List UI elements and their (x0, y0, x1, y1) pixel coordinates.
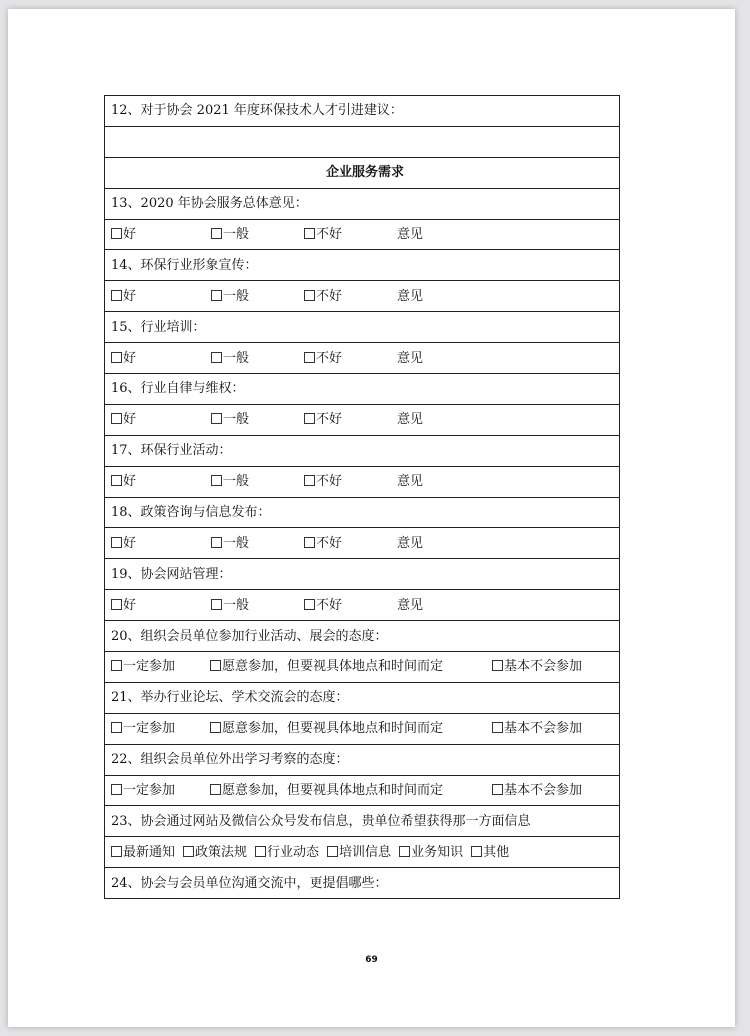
comment-label: 意见 (397, 412, 424, 428)
option-label: 一般 (223, 597, 250, 613)
checkbox[interactable] (304, 290, 315, 301)
option-2[interactable] (304, 290, 397, 303)
question-label: 19、协会网站管理： (105, 559, 620, 590)
option-2[interactable] (304, 352, 397, 365)
option-label: 不好 (316, 535, 343, 551)
option-label: 基本不会参加 (504, 783, 583, 799)
question-label: 22、组织会员单位外出学习考察的态度： (105, 744, 620, 775)
question-label: 23、协会通过网站及微信公众号发布信息，贵单位希望获得那一方面信息 (105, 806, 620, 837)
options-cell (105, 466, 620, 497)
option-1[interactable] (211, 290, 304, 303)
checkbox[interactable] (399, 846, 410, 857)
option-2[interactable] (492, 660, 582, 673)
attitude-options-row-21 (105, 713, 620, 744)
option-5[interactable] (471, 846, 509, 859)
option-label: 好 (123, 227, 137, 242)
question-label: 20、组织会员单位参加行业活动、展会的态度： (105, 621, 620, 652)
document-page (8, 9, 735, 1027)
rating-options-row-16 (105, 404, 620, 435)
info-options-row-23 (105, 837, 620, 868)
question-label: 21、举办行业论坛、学术交流会的态度： (105, 682, 620, 713)
checkbox[interactable] (327, 846, 338, 857)
option-2[interactable] (304, 413, 397, 426)
option-0[interactable] (111, 846, 175, 859)
option-label: 不好 (316, 412, 343, 428)
question-label: 16、行业自律与维权： (105, 374, 620, 405)
question-label: 17、环保行业活动： (105, 435, 620, 466)
options-cell (105, 343, 620, 374)
option-0[interactable] (111, 722, 210, 735)
options-cell (105, 652, 620, 683)
checkbox[interactable] (111, 290, 122, 301)
option-0[interactable] (111, 537, 211, 550)
option-0[interactable] (111, 475, 211, 488)
option-1[interactable] (210, 784, 492, 797)
option-label: 一定参加 (123, 783, 176, 799)
option-0[interactable] (111, 352, 211, 365)
option-0[interactable] (111, 660, 210, 673)
options-cell (105, 281, 620, 312)
options-cell (105, 775, 620, 806)
option-label: 好 (123, 535, 137, 551)
option-label: 政策法规 (195, 844, 248, 860)
comment-label: 意见 (397, 535, 424, 551)
option-1[interactable] (211, 413, 304, 426)
checkbox[interactable] (210, 722, 221, 733)
question-label: 15、行业培训： (105, 312, 620, 343)
option-label: 最新通知 (123, 844, 176, 860)
comment-label: 意见 (397, 350, 424, 366)
checkbox[interactable] (111, 784, 122, 795)
checkbox[interactable] (111, 599, 122, 610)
checkbox[interactable] (211, 228, 222, 239)
checkbox[interactable] (111, 475, 122, 486)
option-0[interactable] (111, 228, 211, 241)
rating-options-row-17 (105, 466, 620, 497)
checkbox[interactable] (111, 352, 122, 363)
checkbox[interactable] (210, 660, 221, 671)
checkbox[interactable] (304, 413, 315, 424)
rating-options-row-13 (105, 219, 620, 250)
option-label: 一般 (223, 227, 250, 242)
option-label: 一定参加 (123, 721, 176, 737)
option-label: 好 (123, 474, 137, 490)
comment-label: 意见 (397, 474, 424, 490)
option-label: 愿意参加，但要视具体地点和时间而定 (222, 783, 444, 799)
question-row-15 (105, 312, 620, 343)
checkbox[interactable] (211, 599, 222, 610)
question-row-18 (105, 497, 620, 528)
options-cell (105, 404, 620, 435)
option-label: 好 (123, 288, 137, 304)
option-label: 愿意参加，但要视具体地点和时间而定 (222, 721, 444, 737)
checkbox[interactable] (183, 846, 194, 857)
option-label: 基本不会参加 (504, 659, 583, 675)
option-2[interactable] (492, 722, 582, 735)
checkbox[interactable] (211, 413, 222, 424)
checkbox[interactable] (211, 537, 222, 548)
option-2[interactable] (304, 537, 397, 550)
checkbox[interactable] (111, 660, 122, 671)
checkbox[interactable] (304, 599, 315, 610)
checkbox[interactable] (492, 784, 503, 795)
option-label: 一定参加 (123, 659, 176, 675)
option-label: 愿意参加，但要视具体地点和时间而定 (222, 659, 444, 675)
question-row-13 (105, 188, 620, 219)
question-label: 24、协会与会员单位沟通交流中，更提倡哪些： (105, 868, 620, 899)
rating-options-row-18 (105, 528, 620, 559)
rating-options-row-19 (105, 590, 620, 621)
option-2[interactable] (304, 475, 397, 488)
option-2[interactable] (255, 846, 319, 859)
option-label: 一般 (223, 288, 250, 304)
option-label: 不好 (316, 350, 343, 366)
option-4[interactable] (399, 846, 463, 859)
question-row-24 (105, 868, 620, 899)
option-2[interactable] (304, 228, 397, 241)
option-label: 基本不会参加 (504, 721, 583, 737)
checkbox[interactable] (111, 228, 122, 239)
checkbox[interactable] (211, 352, 222, 363)
question-row-19 (105, 559, 620, 590)
options-cell (105, 528, 620, 559)
option-1[interactable] (183, 846, 247, 859)
checkbox[interactable] (492, 722, 503, 733)
rating-options-row-14 (105, 281, 620, 312)
option-1[interactable] (211, 228, 304, 241)
option-label: 不好 (316, 597, 343, 613)
checkbox[interactable] (211, 475, 222, 486)
question-row-17 (105, 435, 620, 466)
option-label: 培训信息 (339, 844, 392, 860)
answer-row-12 (105, 126, 620, 157)
option-label: 好 (123, 597, 137, 613)
answer-field[interactable] (105, 126, 620, 157)
question-row-23 (105, 806, 620, 837)
checkbox[interactable] (111, 846, 122, 857)
option-label: 好 (123, 350, 137, 366)
option-label: 行业动态 (267, 844, 320, 860)
question-label: 14、环保行业形象宣传： (105, 250, 620, 281)
option-label: 一般 (223, 535, 250, 551)
option-label: 不好 (316, 288, 343, 304)
question-label: 12、对于协会 2021 年度环保技术人才引进建议： (105, 96, 620, 127)
page-number: 69 (365, 955, 378, 965)
option-1[interactable] (211, 352, 304, 365)
option-0[interactable] (111, 784, 210, 797)
checkbox[interactable] (304, 537, 315, 548)
options-cell (105, 219, 620, 250)
question-label: 13、2020 年协会服务总体意见： (105, 188, 620, 219)
option-label: 一般 (223, 350, 250, 366)
option-1[interactable] (211, 537, 304, 550)
option-label: 好 (123, 412, 137, 428)
option-3[interactable] (327, 846, 391, 859)
checkbox[interactable] (210, 784, 221, 795)
question-row-22 (105, 744, 620, 775)
option-label: 业务知识 (411, 844, 464, 860)
checkbox[interactable] (255, 846, 266, 857)
checkbox[interactable] (304, 475, 315, 486)
question-row-16 (105, 374, 620, 405)
section-title: 企业服务需求 (105, 157, 620, 188)
checkbox[interactable] (111, 413, 122, 424)
option-1[interactable] (211, 475, 304, 488)
rating-options-row-15 (105, 343, 620, 374)
question-row-21 (105, 682, 620, 713)
options-cell (105, 837, 620, 868)
option-2[interactable] (304, 599, 397, 612)
checkbox[interactable] (304, 228, 315, 239)
option-1[interactable] (210, 660, 492, 673)
checkbox[interactable] (492, 660, 503, 671)
option-0[interactable] (111, 599, 211, 612)
option-1[interactable] (211, 599, 304, 612)
section-header-row (105, 157, 620, 188)
question-label: 18、政策咨询与信息发布： (105, 497, 620, 528)
checkbox[interactable] (111, 722, 122, 733)
attitude-options-row-20 (105, 652, 620, 683)
option-0[interactable] (111, 290, 211, 303)
attitude-options-row-22 (105, 775, 620, 806)
checkbox[interactable] (111, 537, 122, 548)
question-row-12 (105, 96, 620, 127)
option-label: 不好 (316, 474, 343, 490)
question-row-14 (105, 250, 620, 281)
option-0[interactable] (111, 413, 211, 426)
option-1[interactable] (210, 722, 492, 735)
options-cell (105, 713, 620, 744)
checkbox[interactable] (304, 352, 315, 363)
option-label: 一般 (223, 412, 250, 428)
options-cell (105, 590, 620, 621)
option-label: 不好 (316, 227, 343, 242)
option-2[interactable] (492, 784, 582, 797)
option-label: 其他 (483, 844, 510, 860)
comment-label: 意见 (397, 227, 424, 242)
survey-table (104, 95, 620, 899)
checkbox[interactable] (471, 846, 482, 857)
comment-label: 意见 (397, 288, 424, 304)
checkbox[interactable] (211, 290, 222, 301)
option-label: 一般 (223, 474, 250, 490)
question-row-20 (105, 621, 620, 652)
comment-label: 意见 (397, 597, 424, 613)
